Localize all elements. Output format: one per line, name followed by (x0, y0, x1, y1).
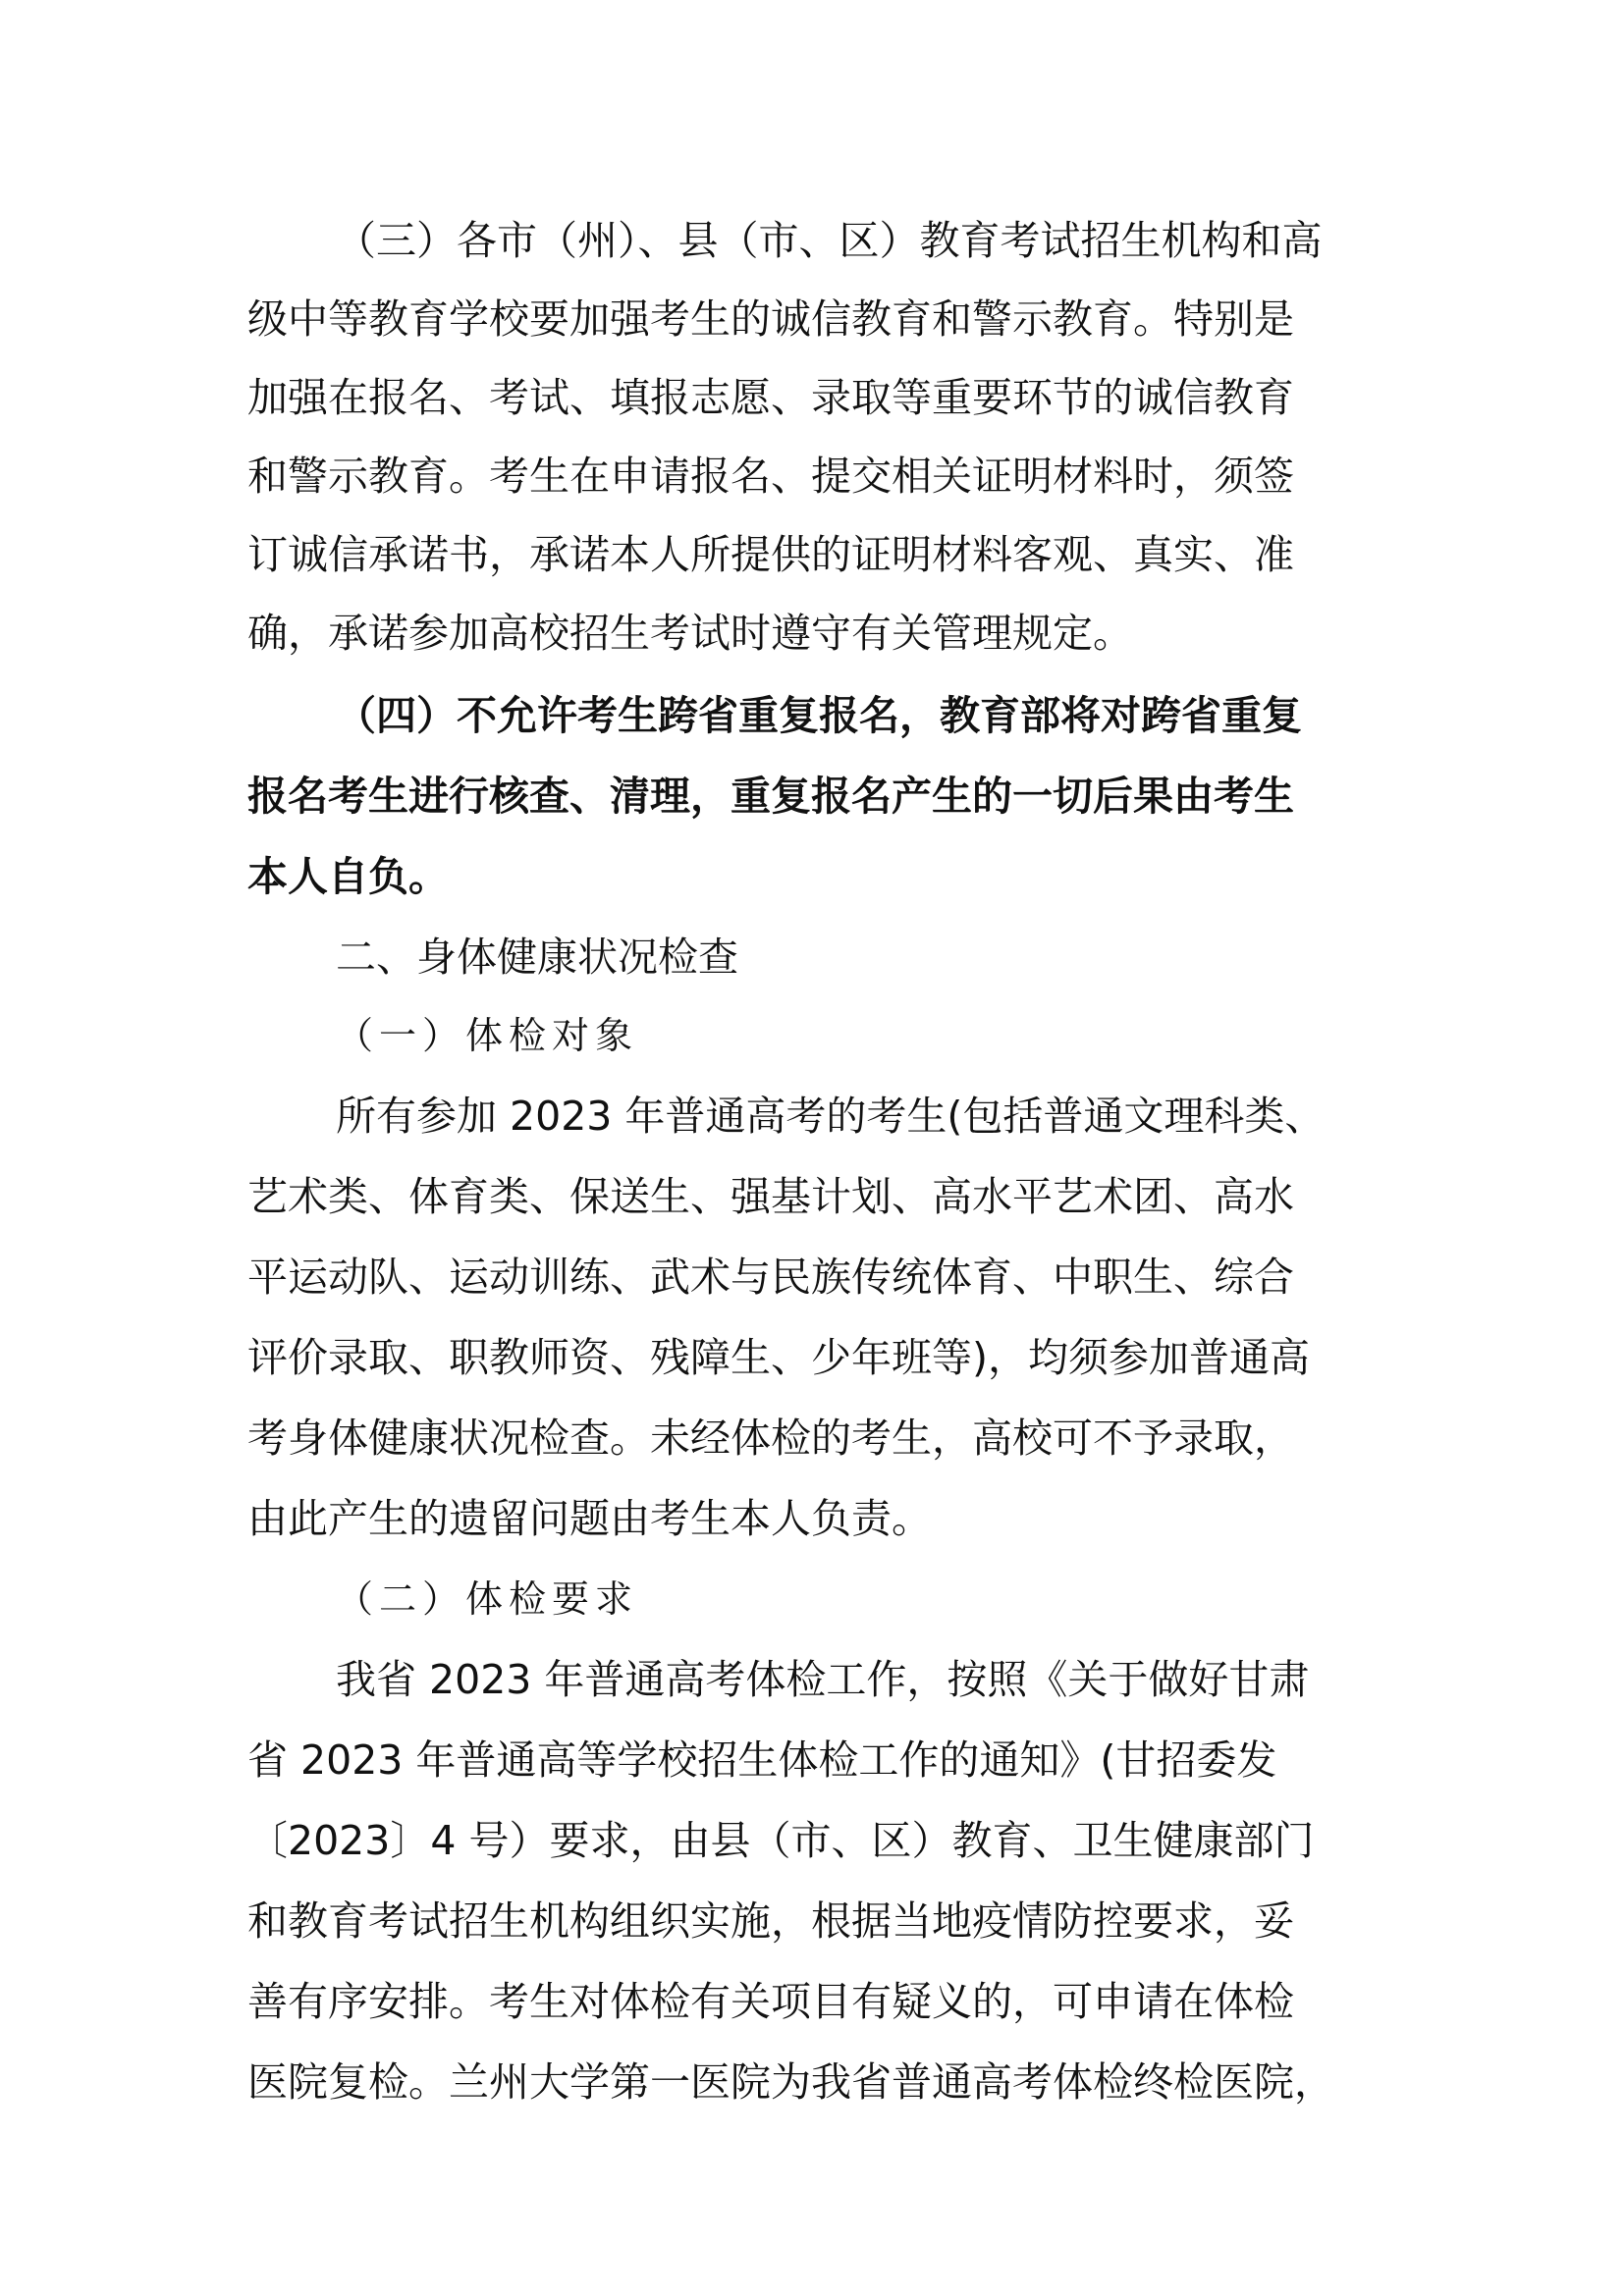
paragraph-3-line-6: 确，承诺参加高校招生考试时遵守有关管理规定。 (247, 610, 1133, 657)
subsection-1-line-6: 由此产生的遗留问题由考生本人负责。 (247, 1495, 932, 1542)
subsection-2-line-5: 善有序安排。考生对体检有关项目有疑义的，可申请在体检 (247, 1978, 1294, 2025)
subsection-1-line-4: 评价录取、职教师资、残障生、少年班等)，均须参加普通高 (247, 1334, 1310, 1381)
subsection-2-line-6: 医院复检。兰州大学第一医院为我省普通高考体检终检医院， (247, 2058, 1334, 2106)
paragraph-3-line-5: 订诚信承诺书，承诺本人所提供的证明材料客观、真实、准 (247, 531, 1294, 578)
subsection-2-line-3: 〔2023〕4 号）要求，由县（市、区）教育、卫生健康部门 (247, 1817, 1315, 1864)
paragraph-4-line-3: 本人自负。 (247, 853, 449, 900)
subsection-2-line-1: 我省 2023 年普通高考体检工作，按照《关于做好甘肃 (336, 1656, 1310, 1703)
paragraph-3-line-4: 和警示教育。考生在申请报名、提交相关证明材料时，须签 (247, 453, 1294, 500)
paragraph-3-line-2: 级中等教育学校要加强考生的诚信教育和警示教育。特别是 (247, 295, 1294, 343)
subsection-2-title: （二）体检要求 (336, 1577, 639, 1621)
subsection-1-title: （一）体检对象 (336, 1014, 639, 1057)
paragraph-3-line-1: （三）各市（州）、县（市、区）教育考试招生机构和高 (336, 217, 1323, 264)
section-heading: 二、身体健康状况检查 (336, 934, 738, 981)
subsection-1-line-1: 所有参加 2023 年普通高考的考生(包括普通文理科类、 (336, 1093, 1326, 1140)
subsection-1-line-5: 考身体健康状况检查。未经体检的考生，高校可不予录取， (247, 1415, 1294, 1462)
subsection-1-line-3: 平运动队、运动训练、武术与民族传统体育、中职生、综合 (247, 1254, 1294, 1301)
subsection-2-line-4: 和教育考试招生机构组织实施，根据当地疫情防控要求，妥 (247, 1897, 1294, 1945)
paragraph-4-line-2: 报名考生进行核查、清理，重复报名产生的一切后果由考生 (247, 773, 1294, 820)
paragraph-3-line-3: 加强在报名、考试、填报志愿、录取等重要环节的诚信教育 (247, 374, 1294, 421)
subsection-2-line-2: 省 2023 年普通高等学校招生体检工作的通知》(甘招委发 (247, 1736, 1277, 1784)
paragraph-4-line-1: （四）不允许考生跨省重复报名，教育部将对跨省重复 (336, 692, 1302, 739)
subsection-1-line-2: 艺术类、体育类、保送生、强基计划、高水平艺术团、高水 (247, 1173, 1294, 1220)
